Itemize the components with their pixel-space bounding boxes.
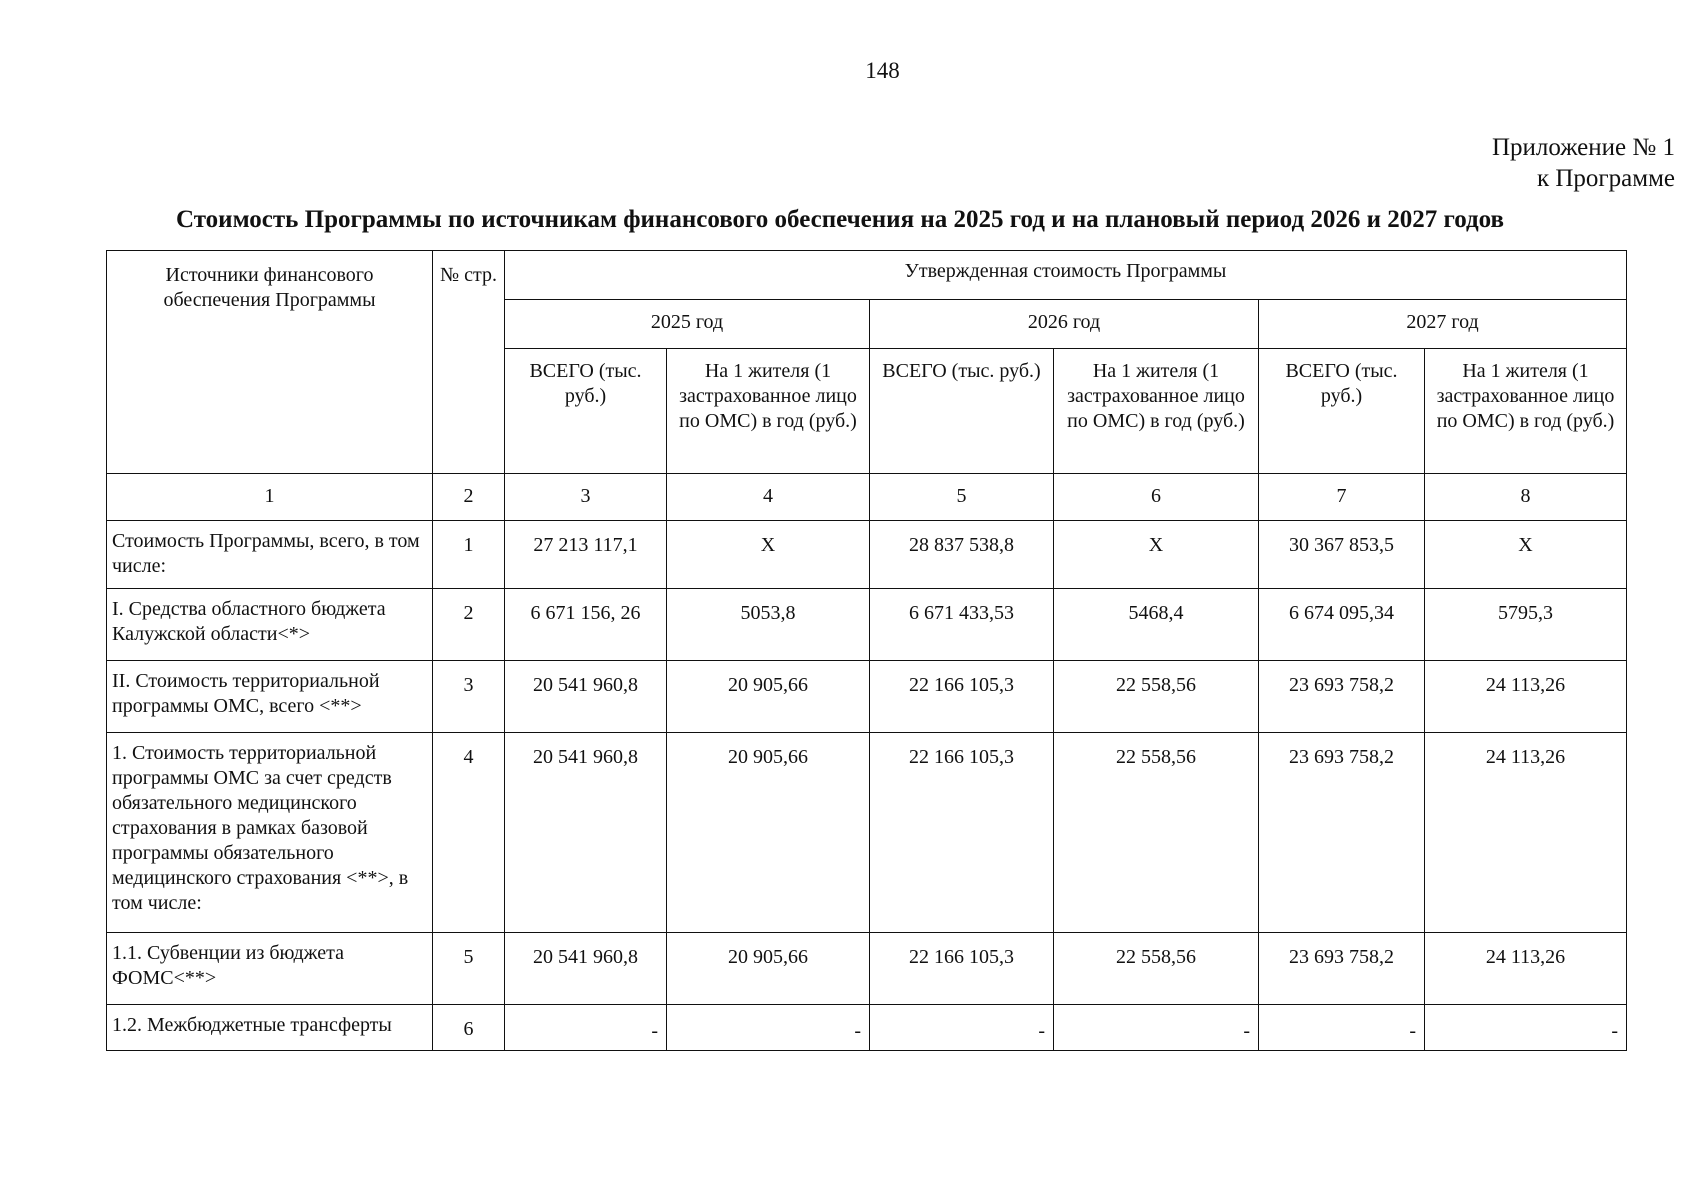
- header-approved-cost: Утвержденная стоимость Программы: [505, 251, 1627, 300]
- row-source: II. Стоимость территориальной программы ОМС, всего <**>: [107, 661, 433, 733]
- table-row: [107, 1005, 1627, 1051]
- row-source: 1.2. Межбюджетные трансферты: [107, 1005, 433, 1051]
- document-title: Стоимость Программы по источникам финансового обеспечения на 2025 год и на плановый период 2026 и 2027 годов: [176, 206, 1505, 233]
- column-number: 4: [667, 474, 870, 521]
- header-total-2027: ВСЕГО (тыс. руб.): [1259, 349, 1425, 474]
- cell-2027-per-resident: 24 113,26: [1425, 733, 1627, 933]
- cell-2025-total: 27 213 117,1: [505, 521, 667, 589]
- appendix-line-1: Приложение № 1: [1491, 134, 1675, 161]
- column-number: 3: [505, 474, 667, 521]
- row-number: 4: [433, 733, 505, 933]
- cell-2027-total: 30 367 853,5: [1259, 521, 1425, 589]
- cell-2025-per-resident: 20 905,66: [667, 733, 870, 933]
- cell-2027-total: 6 674 095,34: [1259, 589, 1425, 661]
- cell-2026-per-resident: 22 558,56: [1054, 661, 1259, 733]
- cell-2027-total: 23 693 758,2: [1259, 661, 1425, 733]
- header-per-resident-2025: На 1 жителя (1 застрахованное лицо по ОМС) в год (руб.): [667, 349, 870, 474]
- cell-2027-per-resident: -: [1425, 1005, 1627, 1051]
- cell-2027-per-resident: 24 113,26: [1425, 661, 1627, 733]
- header-year-2026: 2026 год: [870, 300, 1259, 349]
- header-total-2026: ВСЕГО (тыс. руб.): [870, 349, 1054, 474]
- cell-2027-total: 23 693 758,2: [1259, 933, 1425, 1005]
- cell-2025-total: 20 541 960,8: [505, 733, 667, 933]
- row-number: 6: [433, 1005, 505, 1051]
- header-row-number: № стр.: [433, 251, 505, 474]
- header-year-2027: 2027 год: [1259, 300, 1627, 349]
- row-number: 3: [433, 661, 505, 733]
- cell-2025-total: 20 541 960,8: [505, 661, 667, 733]
- cell-2027-per-resident: Х: [1425, 521, 1627, 589]
- table-row: [107, 733, 1627, 933]
- appendix-line-2: к Программе: [1536, 165, 1675, 192]
- cell-2026-per-resident: -: [1054, 1005, 1259, 1051]
- appendix-label: [1492, 132, 1675, 194]
- cell-2026-per-resident: 22 558,56: [1054, 733, 1259, 933]
- cell-2025-per-resident: 20 905,66: [667, 661, 870, 733]
- page-number: 148: [865, 58, 900, 83]
- column-number: 2: [433, 474, 505, 521]
- row-source: I. Средства областного бюджета Калужской области<*>: [107, 589, 433, 661]
- table-row: [107, 521, 1627, 589]
- cell-2026-per-resident: 22 558,56: [1054, 933, 1259, 1005]
- cell-2025-total: 20 541 960,8: [505, 933, 667, 1005]
- row-source: 1. Стоимость территориальной программы ОМС за счет средств обязательного медицинского страхования в рамках базовой программы обязательного медицинского страхования <**>, в том числе:: [107, 733, 433, 933]
- row-source: 1.1. Субвенции из бюджета ФОМС<**>: [107, 933, 433, 1005]
- cell-2027-total: -: [1259, 1005, 1425, 1051]
- cell-2026-total: 6 671 433,53: [870, 589, 1054, 661]
- cell-2025-per-resident: Х: [667, 521, 870, 589]
- cell-2026-total: -: [870, 1005, 1054, 1051]
- header-total-2025: ВСЕГО (тыс. руб.): [505, 349, 667, 474]
- cell-2025-total: -: [505, 1005, 667, 1051]
- cell-2026-total: 28 837 538,8: [870, 521, 1054, 589]
- column-number: 8: [1425, 474, 1627, 521]
- cell-2027-total: 23 693 758,2: [1259, 733, 1425, 933]
- cell-2027-per-resident: 5795,3: [1425, 589, 1627, 661]
- row-number: 1: [433, 521, 505, 589]
- header-per-resident-2027: На 1 жителя (1 застрахованное лицо по ОМС) в год (руб.): [1425, 349, 1627, 474]
- cell-2025-per-resident: 5053,8: [667, 589, 870, 661]
- column-numbers-row: [107, 474, 1627, 521]
- row-number: 5: [433, 933, 505, 1005]
- cell-2026-total: 22 166 105,3: [870, 661, 1054, 733]
- cell-2025-per-resident: 20 905,66: [667, 933, 870, 1005]
- cell-2027-per-resident: 24 113,26: [1425, 933, 1627, 1005]
- row-number: 2: [433, 589, 505, 661]
- cell-2026-total: 22 166 105,3: [870, 933, 1054, 1005]
- cell-2026-total: 22 166 105,3: [870, 733, 1054, 933]
- row-source: Стоимость Программы, всего, в том числе:: [107, 521, 433, 589]
- column-number: 5: [870, 474, 1054, 521]
- cell-2025-per-resident: -: [667, 1005, 870, 1051]
- header-per-resident-2026: На 1 жителя (1 застрахованное лицо по ОМС) в год (руб.): [1054, 349, 1259, 474]
- column-number: 7: [1259, 474, 1425, 521]
- table-row: [107, 661, 1627, 733]
- cell-2025-total: 6 671 156, 26: [505, 589, 667, 661]
- table-row: [107, 589, 1627, 661]
- header-sources: Источники финансового обеспечения Программы: [107, 251, 433, 474]
- column-number: 6: [1054, 474, 1259, 521]
- column-number: 1: [107, 474, 433, 521]
- program-cost-table: [106, 250, 1627, 1051]
- cell-2026-per-resident: 5468,4: [1054, 589, 1259, 661]
- cell-2026-per-resident: Х: [1054, 521, 1259, 589]
- header-year-2025: 2025 год: [505, 300, 870, 349]
- table-row: [107, 933, 1627, 1005]
